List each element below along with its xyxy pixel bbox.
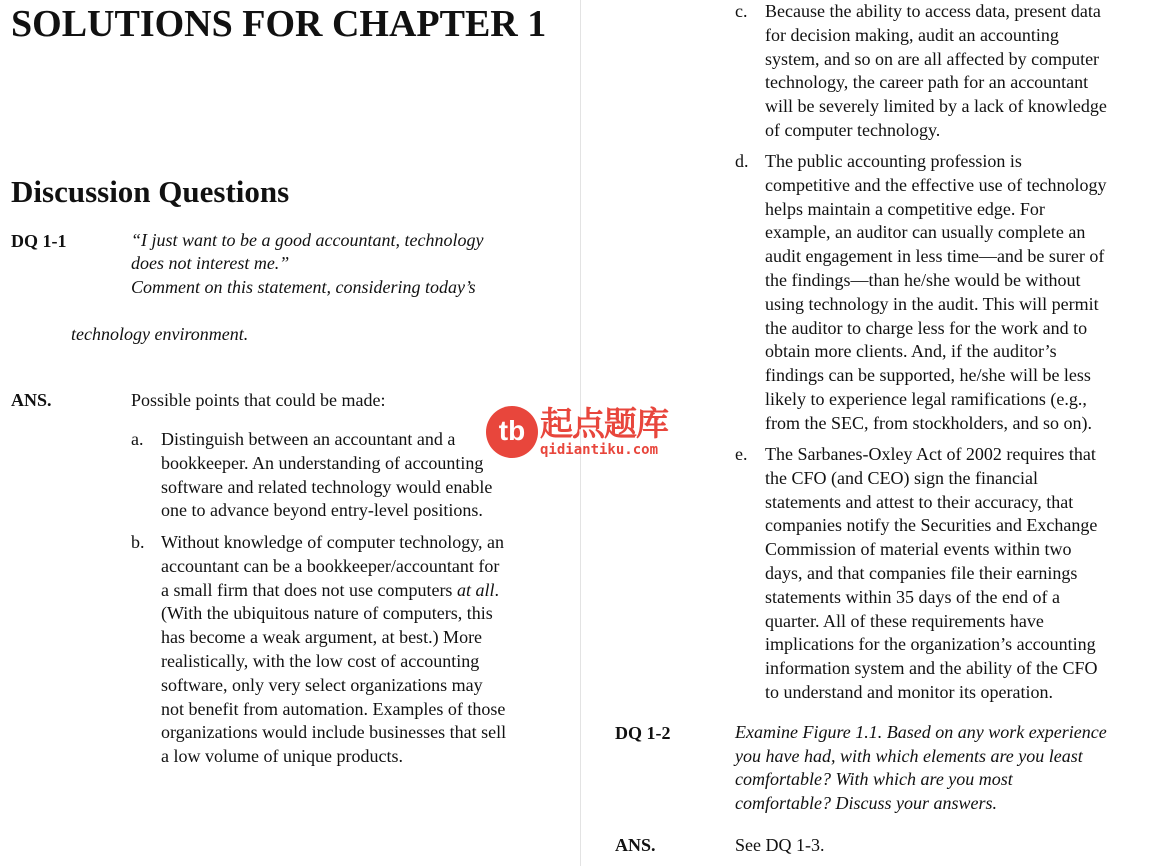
item-line: from the SEC, from stockholders, and so on). xyxy=(765,412,1092,433)
watermark-logo xyxy=(486,406,686,462)
item-line: will be severely limited by a lack of knowledge xyxy=(765,96,1107,117)
dq-1-1-label: DQ 1-1 xyxy=(11,231,67,251)
watermark-text: 起点题库 xyxy=(540,404,668,443)
dq-1-1-question-line: Comment on this statement, considering today’s xyxy=(131,277,476,297)
item-line: to understand and monitor its operation. xyxy=(765,681,1053,702)
item-line: companies notify the Securities and Exchange xyxy=(765,515,1098,536)
dq-1-1-question-line: does not interest me.” xyxy=(131,253,290,273)
item-line: not benefit from automation. Examples of those xyxy=(161,698,506,719)
ans-2-label: ANS. xyxy=(615,835,656,855)
dq-1-1-question-line: “I just want to be a good accountant, technology xyxy=(131,230,484,250)
item-line: audit engagement in less time—and be surer of xyxy=(765,246,1105,267)
section-title: Discussion Questions xyxy=(11,174,290,209)
item-line: realistically, with the low cost of accounting xyxy=(161,650,480,671)
item-line: the auditor to charge less for the work and to xyxy=(765,317,1088,338)
dq-1-2-label: DQ 1-2 xyxy=(615,723,671,743)
item-line: a small firm that does not use computers at all. xyxy=(161,579,499,600)
item-line: implications for the organization’s accounting xyxy=(765,634,1096,655)
item-line: the findings—than he/she would be without xyxy=(765,269,1081,290)
item-line: Because the ability to access data, present data xyxy=(765,1,1101,21)
item-line: accountant can be a bookkeeper/accountant for xyxy=(161,555,500,576)
item-line: Without knowledge of computer technology, an xyxy=(161,532,505,552)
item-marker: b. xyxy=(131,532,145,552)
item-line: days, and that companies file their earnings xyxy=(765,562,1078,583)
ans-1-label: ANS. xyxy=(11,390,52,410)
item-line: for decision making, audit an accounting xyxy=(765,24,1059,45)
dq-1-2-question-line: comfortable? Discuss your answers. xyxy=(735,793,997,813)
item-line: competitive and the effective use of technology xyxy=(765,174,1107,195)
item-line: one to advance beyond entry-level positions. xyxy=(161,500,483,521)
watermark-badge-icon: tb xyxy=(486,406,538,458)
item-line: of computer technology. xyxy=(765,119,941,140)
item-line: Distinguish between an accountant and a xyxy=(161,429,456,449)
dq-1-2-question-line: Examine Figure 1.1. Based on any work experience xyxy=(735,722,1107,742)
item-line: likely to experience legal ramifications (e.g., xyxy=(765,388,1087,409)
dq-1-1-question-line: technology environment. xyxy=(71,324,249,344)
item-line: the CFO (and CEO) sign the financial xyxy=(765,467,1038,488)
item-line: information system and the ability of the CFO xyxy=(765,658,1098,679)
item-line: bookkeeper. An understanding of accounting xyxy=(161,452,484,473)
item-marker: a. xyxy=(131,429,144,449)
ans-1-intro: Possible points that could be made: xyxy=(131,390,386,410)
item-line: software, only very select organizations may xyxy=(161,674,483,695)
item-line: technology, the career path for an accountant xyxy=(765,72,1089,93)
item-line: obtain more clients. And, if the auditor’s xyxy=(765,341,1057,362)
item-marker: c. xyxy=(735,1,748,21)
item-line: Commission of material events within two xyxy=(765,539,1072,560)
item-marker: d. xyxy=(735,151,749,171)
item-line: quarter. All of these requirements have xyxy=(765,610,1044,631)
dq-1-2-question-line: you have had, with which elements are you least xyxy=(735,746,1083,766)
item-line: using technology in the audit. This will permit xyxy=(765,293,1099,314)
item-line: (With the ubiquitous nature of computers, this xyxy=(161,603,493,624)
item-marker: e. xyxy=(735,444,748,464)
chapter-title: SOLUTIONS FOR CHAPTER 1 xyxy=(11,3,547,45)
item-line: has become a weak argument, at best.) More xyxy=(161,627,483,648)
item-line: The public accounting profession is xyxy=(765,151,1022,171)
item-line: organizations would include businesses that sell xyxy=(161,722,507,743)
item-line: a low volume of unique products. xyxy=(161,746,403,767)
watermark-url: qidiantiku.com xyxy=(540,442,659,458)
ans-2-text: See DQ 1-3. xyxy=(735,835,825,855)
item-line: findings can be supported, he/she will be less xyxy=(765,365,1091,386)
item-line: statements within 35 days of the end of a xyxy=(765,586,1060,607)
item-line: system, and so on are all affected by computer xyxy=(765,48,1100,69)
dq-1-2-question-line: comfortable? With which are you most xyxy=(735,769,1013,789)
item-line: helps maintain a competitive edge. For xyxy=(765,198,1045,219)
item-line: statements and attest to their accuracy, that xyxy=(765,491,1074,512)
item-line: The Sarbanes-Oxley Act of 2002 requires that xyxy=(765,444,1096,464)
item-line: example, an auditor can usually complete an xyxy=(765,222,1086,243)
item-line: software and related technology would enable xyxy=(161,476,493,497)
